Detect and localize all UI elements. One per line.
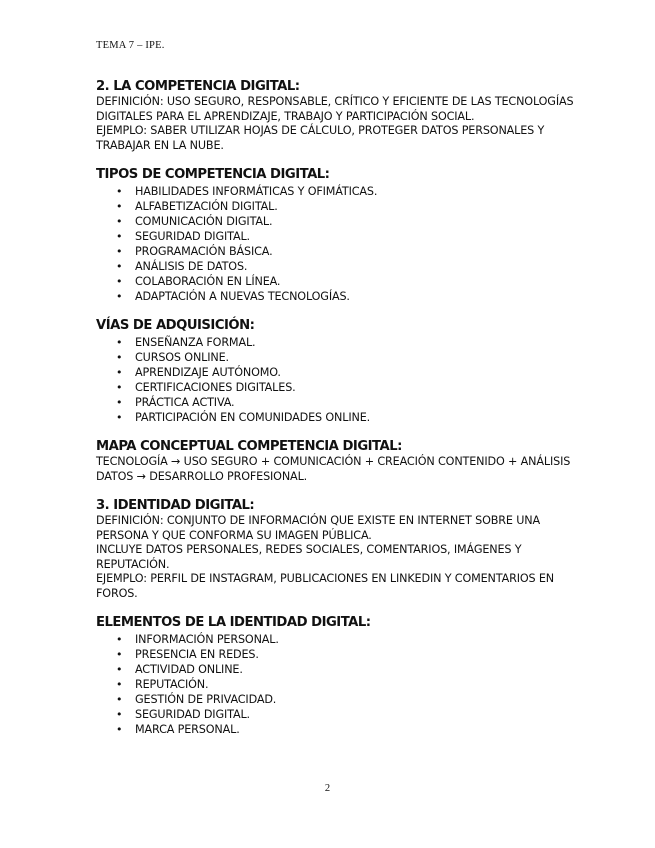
list-item bbox=[116, 692, 576, 707]
section-title: TIPOS DE COMPETENCIA DIGITAL: bbox=[96, 167, 330, 182]
bullet-icon: • bbox=[116, 245, 123, 258]
section-title: MAPA CONCEPTUAL COMPETENCIA DIGITAL: bbox=[96, 439, 402, 454]
bullet-icon: • bbox=[116, 396, 123, 409]
section-vias-adquisicion bbox=[96, 318, 576, 425]
list-item-text: ADAPTACIÓN A NUEVAS TECNOLOGÍAS. bbox=[135, 290, 350, 303]
bullet-icon: • bbox=[116, 723, 123, 736]
list-item bbox=[116, 722, 576, 737]
list-item-text: PRESENCIA EN REDES. bbox=[135, 648, 259, 661]
list-item-text: ANÁLISIS DE DATOS. bbox=[135, 260, 248, 273]
list-item-text: CERTIFICACIONES DIGITALES. bbox=[135, 381, 296, 394]
bullet-icon: • bbox=[116, 275, 123, 288]
document-page bbox=[96, 40, 576, 751]
list-item bbox=[116, 214, 576, 229]
section-identidad-digital bbox=[96, 498, 576, 601]
list-item-text: PRÁCTICA ACTIVA. bbox=[135, 396, 235, 409]
definition-paragraph: DEFINICIÓN: USO SEGURO, RESPONSABLE, CRÍTICO Y EFICIENTE DE LAS TECNOLOGÍAS DIGITALES PARA EL APRENDIZAJE, TRABAJO Y PARTICIPACIÓN SOCIAL. bbox=[96, 95, 574, 123]
list-item-text: PROGRAMACIÓN BÁSICA. bbox=[135, 245, 273, 258]
list-item-text: COMUNICACIÓN DIGITAL. bbox=[135, 215, 273, 228]
list-item-text: SEGURIDAD DIGITAL. bbox=[135, 230, 250, 243]
section-title: 2. LA COMPETENCIA DIGITAL: bbox=[96, 79, 300, 94]
list-item-text: SEGURIDAD DIGITAL. bbox=[135, 708, 250, 721]
section-mapa-conceptual bbox=[96, 439, 576, 484]
definition-paragraph: DEFINICIÓN: CONJUNTO DE INFORMACIÓN QUE EXISTE EN INTERNET SOBRE UNA PERSONA Y QUE CONFORMA SU IMAGEN PÚBLICA. bbox=[96, 514, 540, 542]
bullet-icon: • bbox=[116, 185, 123, 198]
list-item-text: CURSOS ONLINE. bbox=[135, 351, 229, 364]
list-item bbox=[116, 647, 576, 662]
bullet-icon: • bbox=[116, 351, 123, 364]
section-competencia-digital bbox=[96, 79, 576, 153]
bullet-icon: • bbox=[116, 290, 123, 303]
list-item bbox=[116, 289, 576, 304]
bullet-icon: • bbox=[116, 648, 123, 661]
list-item-text: INFORMACIÓN PERSONAL. bbox=[135, 633, 279, 646]
list-item-text: APRENDIZAJE AUTÓNOMO. bbox=[135, 366, 281, 379]
bullet-icon: • bbox=[116, 200, 123, 213]
bullet-icon: • bbox=[116, 336, 123, 349]
list-item-text: HABILIDADES INFORMÁTICAS Y OFIMÁTICAS. bbox=[135, 185, 378, 198]
list-item bbox=[116, 395, 576, 410]
bullet-icon: • bbox=[116, 708, 123, 721]
list-item-text: ENSEÑANZA FORMAL. bbox=[135, 336, 256, 349]
list-item bbox=[116, 259, 576, 274]
bullet-list bbox=[96, 632, 576, 737]
section-body bbox=[96, 95, 576, 153]
bullet-list bbox=[96, 184, 576, 304]
bullet-icon: • bbox=[116, 678, 123, 691]
document-header: TEMA 7 – IPE. bbox=[96, 40, 165, 51]
example-paragraph: EJEMPLO: SABER UTILIZAR HOJAS DE CÁLCULO, PROTEGER DATOS PERSONALES Y TRABAJAR EN LA NUBE. bbox=[96, 124, 545, 152]
list-item-text: PARTICIPACIÓN EN COMUNIDADES ONLINE. bbox=[135, 411, 371, 424]
list-item-text: COLABORACIÓN EN LÍNEA. bbox=[135, 275, 281, 288]
bullet-icon: • bbox=[116, 633, 123, 646]
list-item-text: REPUTACIÓN. bbox=[135, 678, 209, 691]
list-item bbox=[116, 410, 576, 425]
bullet-icon: • bbox=[116, 260, 123, 273]
section-title: VÍAS DE ADQUISICIÓN: bbox=[96, 318, 255, 333]
list-item bbox=[116, 335, 576, 350]
section-title: ELEMENTOS DE LA IDENTIDAD DIGITAL: bbox=[96, 615, 371, 630]
bullet-icon: • bbox=[116, 411, 123, 424]
list-item bbox=[116, 380, 576, 395]
concept-map-paragraph: TECNOLOGÍA → USO SEGURO + COMUNICACIÓN + CREACIÓN CONTENIDO + ANÁLISIS DATOS → DESARROLLO PROFESIONAL. bbox=[96, 455, 571, 483]
section-title: 3. IDENTIDAD DIGITAL: bbox=[96, 498, 255, 513]
section-tipos-competencia bbox=[96, 167, 576, 304]
list-item bbox=[116, 350, 576, 365]
example-paragraph: EJEMPLO: PERFIL DE INSTAGRAM, PUBLICACIONES EN LINKEDIN Y COMENTARIOS EN FOROS. bbox=[96, 572, 555, 600]
list-item bbox=[116, 662, 576, 677]
bullet-icon: • bbox=[116, 663, 123, 676]
list-item bbox=[116, 632, 576, 647]
bullet-icon: • bbox=[116, 366, 123, 379]
list-item bbox=[116, 707, 576, 722]
list-item bbox=[116, 244, 576, 259]
list-item bbox=[116, 184, 576, 199]
list-item bbox=[116, 229, 576, 244]
page-number: 2 bbox=[324, 783, 331, 794]
list-item bbox=[116, 365, 576, 380]
list-item-text: ALFABETIZACIÓN DIGITAL. bbox=[135, 200, 278, 213]
list-item bbox=[116, 274, 576, 289]
list-item-text: ACTIVIDAD ONLINE. bbox=[135, 663, 243, 676]
section-body bbox=[96, 514, 576, 601]
bullet-icon: • bbox=[116, 230, 123, 243]
section-body bbox=[96, 455, 576, 484]
section-elementos-identidad bbox=[96, 615, 576, 737]
bullet-icon: • bbox=[116, 381, 123, 394]
list-item-text: GESTIÓN DE PRIVACIDAD. bbox=[135, 693, 277, 706]
bullet-icon: • bbox=[116, 693, 123, 706]
list-item-text: MARCA PERSONAL. bbox=[135, 723, 240, 736]
includes-paragraph: INCLUYE DATOS PERSONALES, REDES SOCIALES, COMENTARIOS, IMÁGENES Y REPUTACIÓN. bbox=[96, 543, 522, 571]
list-item bbox=[116, 199, 576, 214]
list-item bbox=[116, 677, 576, 692]
bullet-list bbox=[96, 335, 576, 425]
bullet-icon: • bbox=[116, 215, 123, 228]
